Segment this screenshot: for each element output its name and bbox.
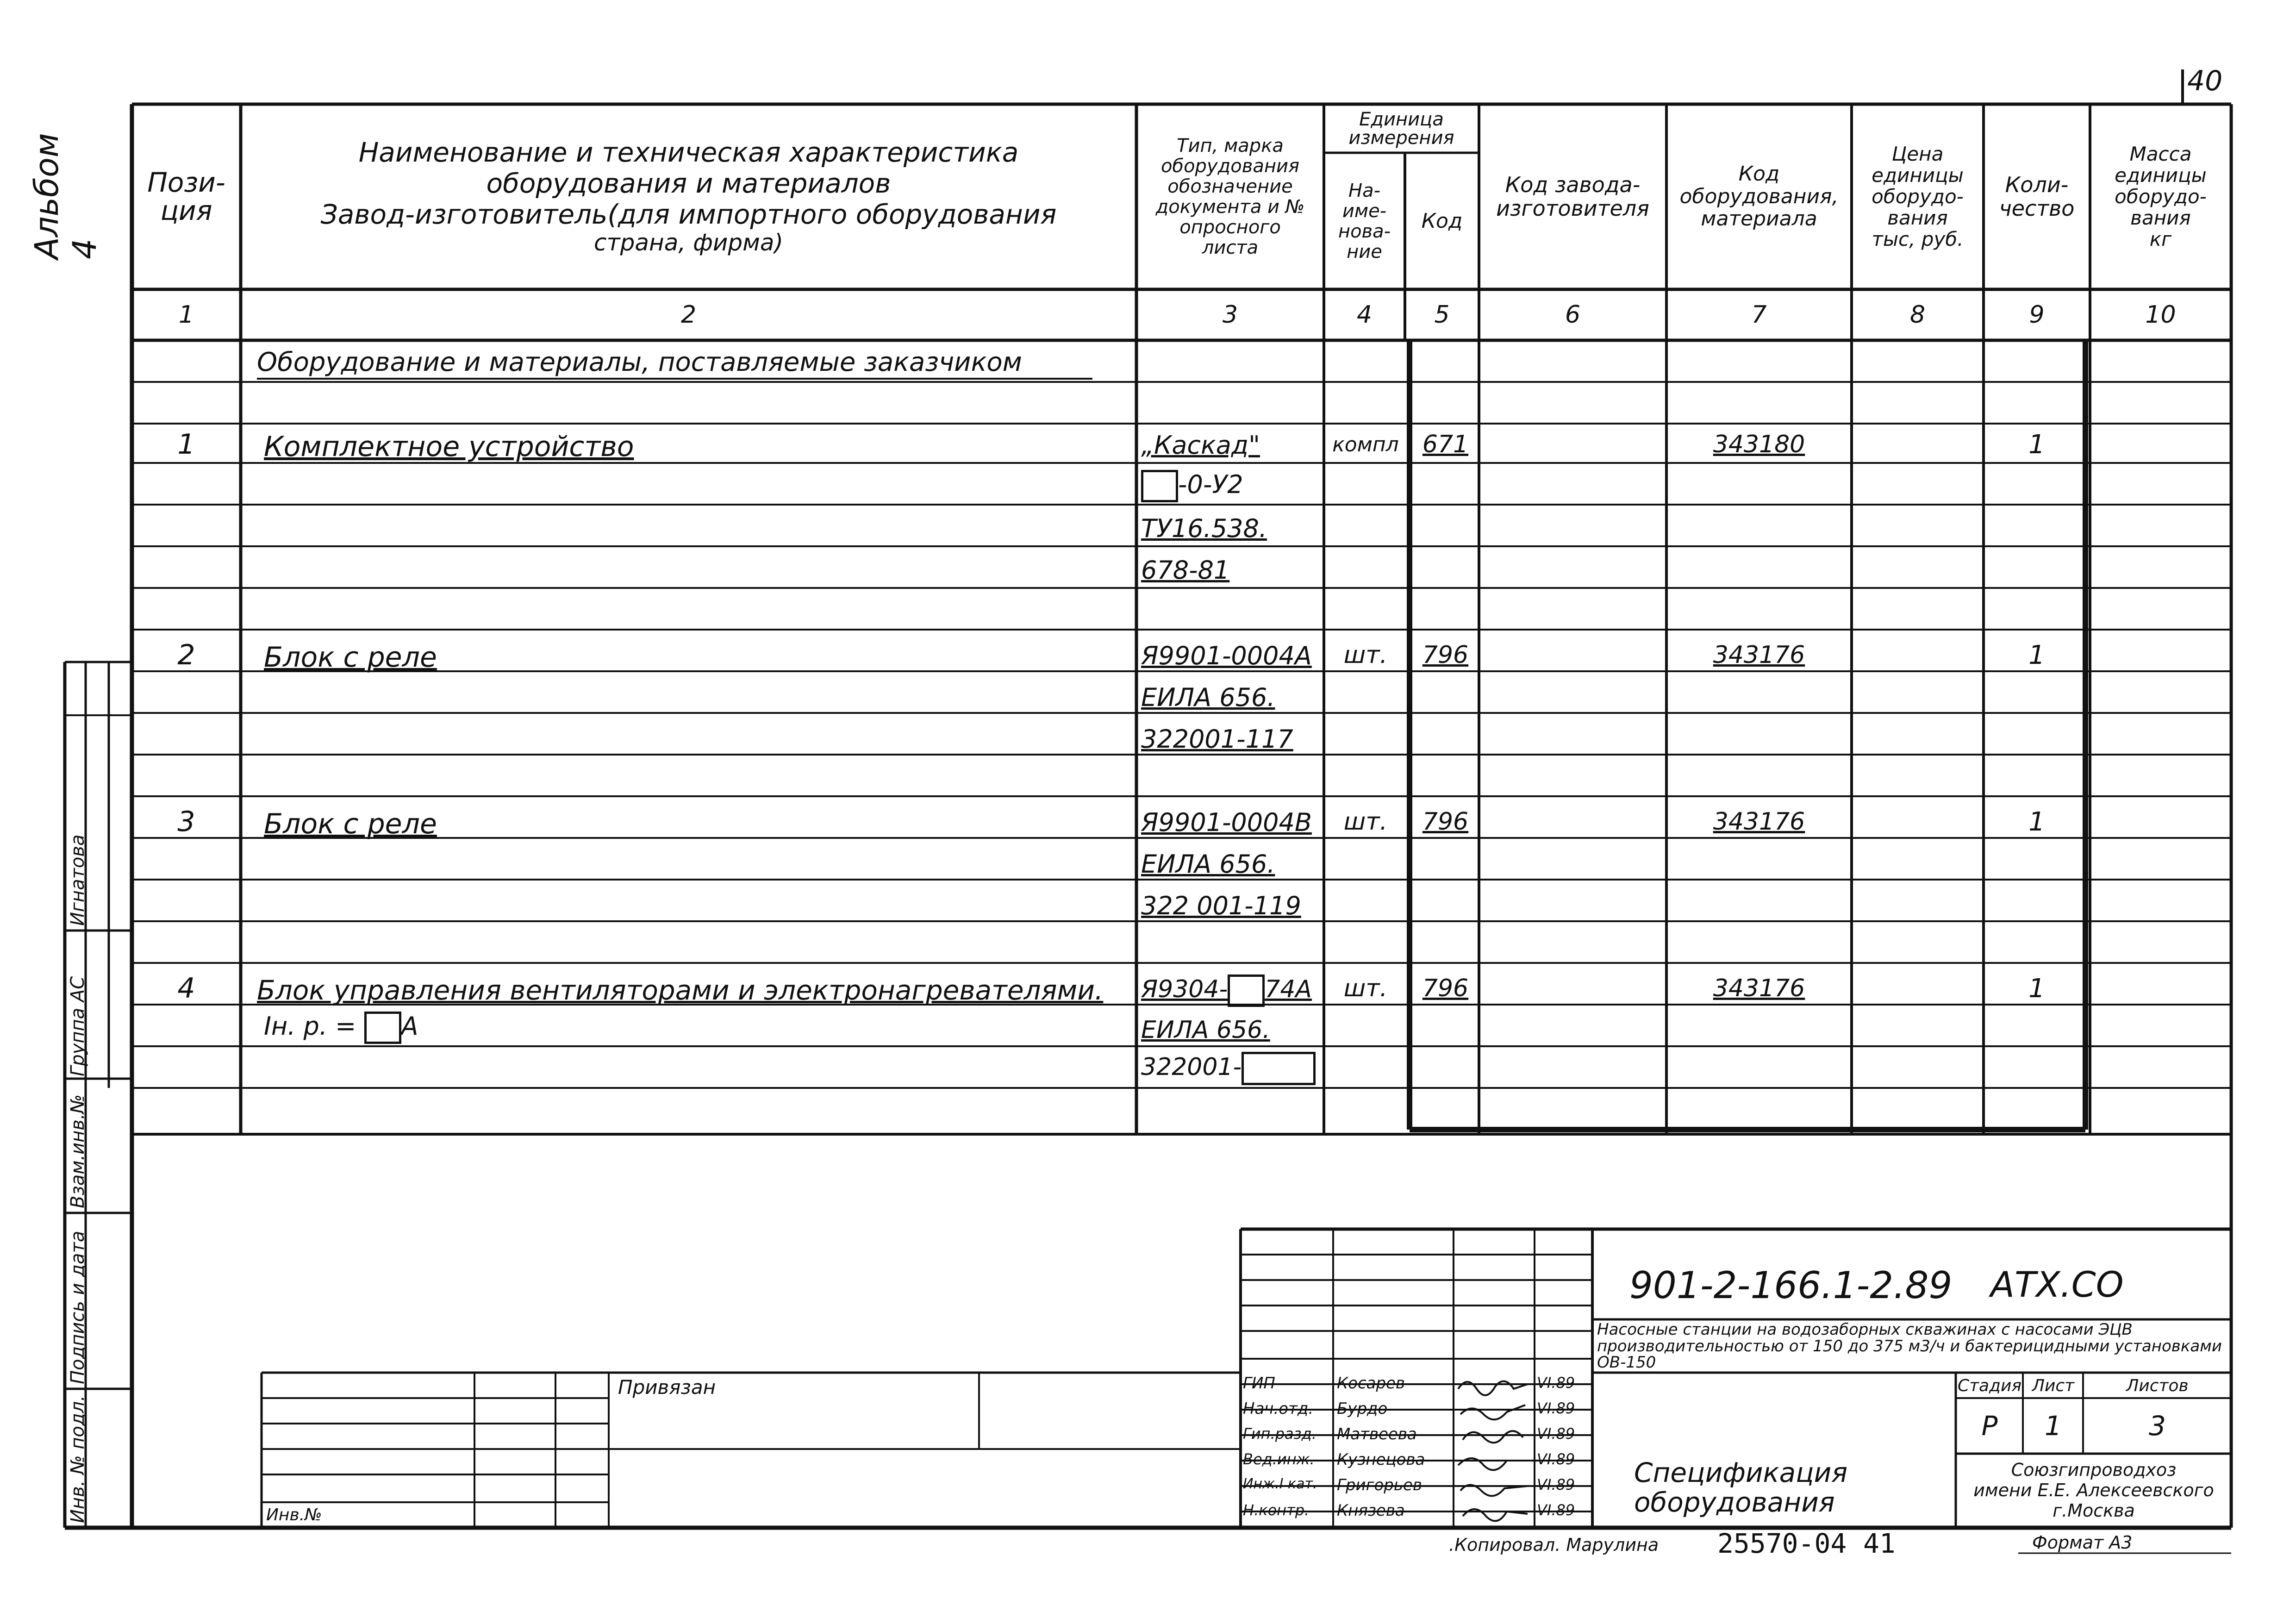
row3-code: 796 — [1422, 808, 1469, 836]
row2-type-1: Я9901-0004А — [1141, 641, 1312, 670]
signature — [1460, 1405, 1525, 1419]
signer-role: Нач.отд. — [1243, 1399, 1314, 1418]
signer-name: Косарев — [1337, 1374, 1405, 1393]
row4-name2-text: Iн. р. = — [264, 1012, 356, 1041]
album-label: Альбом 4 — [28, 133, 104, 259]
row3-type-1: Я9901-0004В — [1141, 808, 1312, 837]
header-unit-name: На- име- нова- ние — [1338, 180, 1391, 262]
signer-date: VI.89 — [1537, 1374, 1575, 1392]
row1-equip-code: 343180 — [1713, 431, 1805, 458]
signer-date: VI.89 — [1537, 1399, 1575, 1417]
doc-ref2: 41 — [1863, 1528, 1896, 1559]
margin-inv-vzam: Взам.инв.№ — [67, 1094, 88, 1208]
header-name-line2: оборудования и материалов — [486, 167, 891, 199]
row4-name: Блок управления вентиляторами и электронагревателями. — [257, 974, 1104, 1006]
signer-name: Григорьев — [1337, 1476, 1422, 1494]
col-num-6: 6 — [1565, 301, 1581, 329]
signer-role: Вед.инж. — [1243, 1450, 1315, 1468]
row1-qty: 1 — [2028, 429, 2045, 460]
header-equip-code: Код оборудования, материала — [1679, 162, 1839, 231]
row2-name: Блок с реле — [264, 641, 437, 674]
header-name-line1: Наименование и техническая характеристика — [358, 137, 1019, 169]
row2-qty: 1 — [2028, 640, 2045, 670]
row4-type-2: ЕИЛА 656. — [1141, 1016, 1270, 1044]
col-num-2: 2 — [680, 301, 697, 329]
page-number: 40 — [2187, 65, 2223, 97]
row1-unit: компл — [1332, 432, 1399, 456]
margin-inv-podl: Инв. № подл. — [67, 1395, 88, 1523]
row3-equip-code: 343176 — [1713, 808, 1805, 836]
col-num-7: 7 — [1751, 301, 1767, 329]
row1-type-4: 678-81 — [1141, 556, 1230, 585]
row2-pos: 2 — [177, 639, 195, 671]
row4-type-1-text: Я9304- — [1141, 975, 1228, 1003]
doc-code: АТХ.СО — [1990, 1264, 2124, 1305]
row4-unit: шт. — [1343, 974, 1388, 1002]
col-num-8: 8 — [1909, 301, 1926, 329]
header-name-line4: страна, фирма) — [594, 229, 783, 256]
doc-number: 901-2-166.1-2.89 — [1629, 1264, 1953, 1307]
header-unit-group: Единица измерения — [1348, 109, 1454, 149]
signer-role: Инж.I кат. — [1243, 1476, 1317, 1492]
col-num-10: 10 — [2145, 301, 2176, 329]
signature — [1458, 1458, 1528, 1470]
header-price: Цена единицы оборудо- вания тыс, руб. — [1872, 142, 1964, 251]
row3-qty: 1 — [2028, 806, 2045, 837]
row3-type-2: ЕИЛА 656. — [1141, 849, 1275, 879]
margin-sign-date: Подпись и дата — [67, 1230, 88, 1384]
row1-code: 671 — [1422, 431, 1469, 458]
row2-type-2: ЕИЛА 656. — [1141, 683, 1275, 712]
format-label: Формат А3 — [2032, 1532, 2133, 1553]
row1-name: Комплектное устройство — [264, 431, 634, 463]
signer-date: VI.89 — [1537, 1450, 1575, 1468]
organization: Союзгипроводхоз имени Е.Е. Алексеевского г.Москва — [1973, 1460, 2214, 1521]
inv-no-label: Инв.№ — [266, 1505, 322, 1524]
header-mass: Масса единицы оборудо- вания кг — [2115, 142, 2207, 251]
header-type: Тип, марка оборудования обозначение документа и № опросного листа — [1155, 135, 1305, 258]
row3-unit: шт. — [1343, 808, 1388, 836]
row1-type-2-text: -0-У2 — [1178, 470, 1243, 499]
privyazan-label: Привязан — [618, 1376, 716, 1399]
copied-by: .Копировал. Марулина — [1449, 1535, 1659, 1555]
header-quantity: Коли- чество — [1999, 172, 2075, 221]
row2-unit: шт. — [1343, 641, 1388, 669]
signer-name: Кузнецова — [1337, 1450, 1425, 1469]
signature — [1460, 1485, 1528, 1496]
row2-equip-code: 343176 — [1713, 641, 1805, 669]
row1-pos: 1 — [177, 428, 195, 461]
project-title: Насосные станции на водозаборных скважинах с насосами ЭЦВ производительностью от 150 до 375 м3/ч и бактерицидными установками ОВ-150 — [1597, 1320, 2222, 1372]
row1-type-1: „Каскад" — [1141, 431, 1260, 460]
header-name-line3: Завод-изготовитель(для импортного оборудования — [320, 198, 1057, 230]
row4-type-suffix: 74А — [1265, 975, 1312, 1003]
margin-ignatova-label: Игнатова — [67, 834, 88, 926]
row2-code: 796 — [1422, 641, 1469, 669]
sheet-value: 1 — [2045, 1410, 2062, 1442]
signer-date: VI.89 — [1537, 1476, 1575, 1493]
row3-name: Блок с реле — [264, 808, 437, 840]
row3-pos: 3 — [177, 806, 195, 838]
row4-name2-suffix: А — [401, 1012, 418, 1041]
signer-role: Гип.разд. — [1243, 1425, 1316, 1443]
signer-date: VI.89 — [1537, 1501, 1575, 1519]
signer-role: Н.контр. — [1243, 1501, 1310, 1519]
header-unit-code: Код — [1421, 209, 1463, 233]
signer-name: Бурдо — [1337, 1399, 1388, 1418]
signer-date: VI.89 — [1537, 1425, 1575, 1443]
sheet-title: Спецификация оборудования — [1634, 1457, 1848, 1518]
row4-type-3-text: 322001- — [1141, 1053, 1242, 1081]
row1-type-3: ТУ16.538. — [1141, 514, 1267, 543]
signer-name: Князева — [1337, 1501, 1405, 1520]
doc-ref: 25570-04 — [1717, 1528, 1847, 1559]
col-num-4: 4 — [1356, 301, 1373, 329]
signer-name: Матвеева — [1337, 1425, 1417, 1443]
row4-qty: 1 — [2028, 973, 2045, 1004]
row4-pos: 4 — [177, 972, 195, 1005]
stage-label: Стадия — [1957, 1376, 2022, 1395]
row3-type-3: 322 001-119 — [1141, 891, 1301, 920]
stage-value: Р — [1981, 1410, 1998, 1442]
section-title: Оборудование и материалы, поставляемые заказчиком — [257, 347, 1022, 377]
signature — [1458, 1381, 1528, 1395]
col-num-5: 5 — [1434, 301, 1450, 329]
signer-role: ГИП — [1243, 1374, 1275, 1393]
sheet-label: Лист — [2032, 1376, 2075, 1395]
signature — [1463, 1431, 1523, 1443]
col-num-9: 9 — [2029, 301, 2045, 329]
header-position: Пози- ция — [147, 167, 225, 226]
margin-group-label: Группа АС — [67, 976, 88, 1076]
row4-code: 796 — [1422, 974, 1469, 1002]
col-num-1: 1 — [178, 301, 194, 329]
header-factory-code: Код завода- изготовителя — [1496, 172, 1649, 221]
signature — [1463, 1509, 1528, 1521]
sheets-label: Листов — [2126, 1376, 2189, 1395]
sheets-value: 3 — [2149, 1410, 2166, 1442]
row2-type-3: 322001-117 — [1141, 725, 1293, 754]
col-num-3: 3 — [1222, 301, 1238, 329]
row4-equip-code: 343176 — [1713, 974, 1805, 1002]
